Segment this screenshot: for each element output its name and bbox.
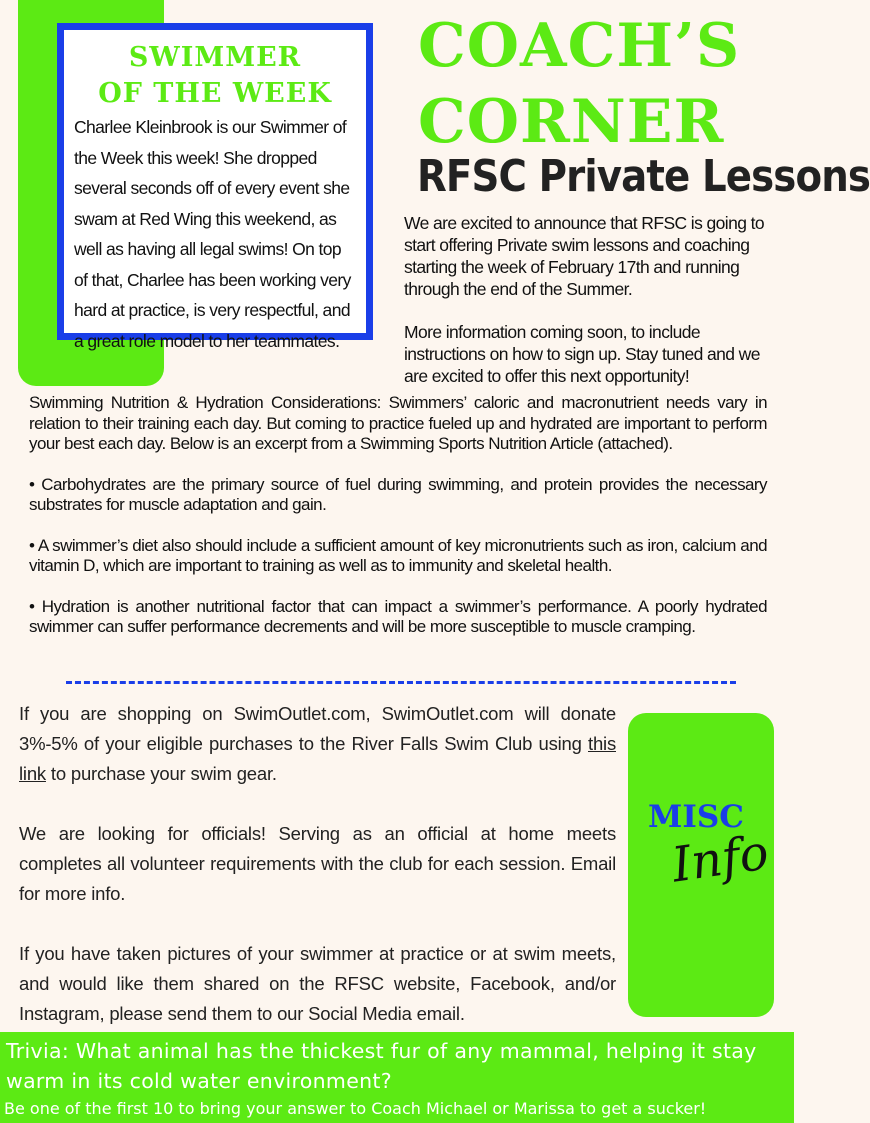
swimoutlet-link[interactable]: this link — [19, 733, 616, 784]
misc-info-box — [628, 713, 774, 1017]
coaches-corner-title: COACH’S CORNER — [418, 11, 741, 157]
pictures-paragraph: If you have taken pictures of your swimmer at practice or at swim meets, and would like them shared on the RFSC website, Facebook, and/or Instagram, please send them to our Social Media email. — [19, 943, 616, 1024]
nutrition-bullet: • A swimmer’s diet also should include a sufficient amount of key micronutrients such as iron, calcium and vitamin D, which are important to training as well as to immunity and skeletal health. — [29, 535, 767, 575]
nutrition-bullet: • Hydration is another nutritional factor that can impact a swimmer’s performance. A poorly hydrated swimmer can suffer performance decrements and will be more susceptible to muscle cramping. — [29, 596, 767, 636]
nutrition-bullet: • Carbohydrates are the primary source of fuel during swimming, and protein provides the necessary substrates for muscle adaptation and gain. — [29, 474, 767, 514]
misc-info-text — [19, 699, 616, 1059]
private-lessons-heading: RFSC Private Lessons — [417, 151, 870, 202]
trivia-note: Be one of the first 10 to bring your answer to Coach Michael or Marissa to get a sucker! — [4, 1099, 707, 1118]
swimmer-of-week-box — [57, 23, 373, 351]
private-lessons-more-info: More information coming soon, to include instructions on how to sign up. Stay tuned and we are excited to offer this next opportunity! — [404, 322, 760, 386]
swimmer-of-week-title: SWIMMER OF THE WEEK — [98, 42, 332, 109]
misc-title: MISC — [648, 799, 744, 835]
nutrition-section — [29, 393, 767, 658]
private-lessons-announcement: We are excited to announce that RFSC is going to start offering Private swim lessons and coaching starting the week of February 17th and running through the end of the Summer. — [404, 213, 764, 299]
info-script-label: Info — [668, 824, 772, 894]
trivia-question: Trivia: What animal has the thickest fur of any mammal, helping it stay warm in its cold water environment? — [6, 1039, 757, 1093]
swimmer-of-week-text: Charlee Kleinbrook is our Swimmer of the Week this week! She dropped several seconds off of every event she swam at Red Wing this weekend, as well as having all legal swims! On top of that, Charlee has been working very hard at practice, is very respectful, and a great role model to her teammates. — [74, 117, 351, 351]
dashed-divider — [66, 681, 736, 684]
swimoutlet-paragraph: If you are shopping on SwimOutlet.com, SwimOutlet.com will donate 3%-5% of your eligible purchases to the River Falls Swim Club using this link to purchase your swim gear. — [19, 703, 616, 784]
trivia-banner — [0, 1032, 794, 1123]
officials-paragraph: We are looking for officials! Serving as an official at home meets completes all volunteer requirements with the club for each session. Email for more info. — [19, 823, 616, 904]
nutrition-intro: Swimming Nutrition & Hydration Considerations: Swimmers’ caloric and macronutrient needs vary in relation to their training each day. But coming to practice fueled up and hydrated are important to perform your best each day. Below is an excerpt from a Swimming Sports Nutrition Article (attached). — [29, 393, 767, 453]
